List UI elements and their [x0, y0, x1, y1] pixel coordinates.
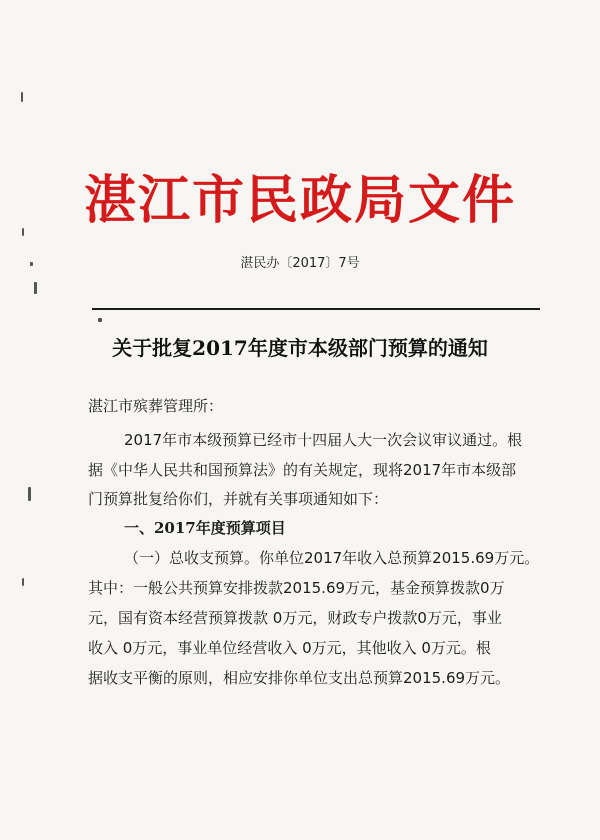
scan-speck	[21, 92, 23, 102]
paragraph-line: 其中：一般公共预算安排拨款2015.69万元，基金预算拨款0万	[88, 579, 505, 597]
issuing-org-title: 湛江市民政局文件	[83, 170, 516, 231]
paragraph-line: （一）总收支预算。你单位2017年收入总预算2015.69万元。	[124, 549, 540, 567]
notice-title: 关于批复2017年度市本级部门预算的通知	[112, 336, 488, 360]
header-divider	[92, 308, 540, 310]
scan-speck	[28, 487, 31, 501]
document-number: 湛民办〔2017〕7号	[240, 256, 360, 271]
paragraph-line: 据《中华人民共和国预算法》的有关规定，现将2017年市本级部	[88, 461, 517, 479]
paragraph-line: 门预算批复给你们，并就有关事项通知如下：	[88, 490, 389, 508]
scan-speck	[34, 282, 37, 294]
paragraph-line: 收入 0万元，事业单位经营收入 0万元，其他收入 0万元。根	[88, 639, 491, 657]
paragraph-line: 2017年市本级预算已经市十四届人大一次会议审议通过。根	[124, 431, 523, 449]
paragraph-line: 据收支平衡的原则，相应安排你单位支出总预算2015.69万元。	[88, 669, 511, 687]
scan-speck	[22, 578, 24, 586]
section-heading: 一、2017年度预算项目	[124, 519, 286, 537]
paragraph-line: 元，国有资本经营预算拨款 0万元，财政专户拨款0万元，事业	[88, 609, 502, 627]
recipient: 湛江市殡葬管理所：	[88, 397, 224, 415]
scan-speck	[98, 318, 102, 322]
